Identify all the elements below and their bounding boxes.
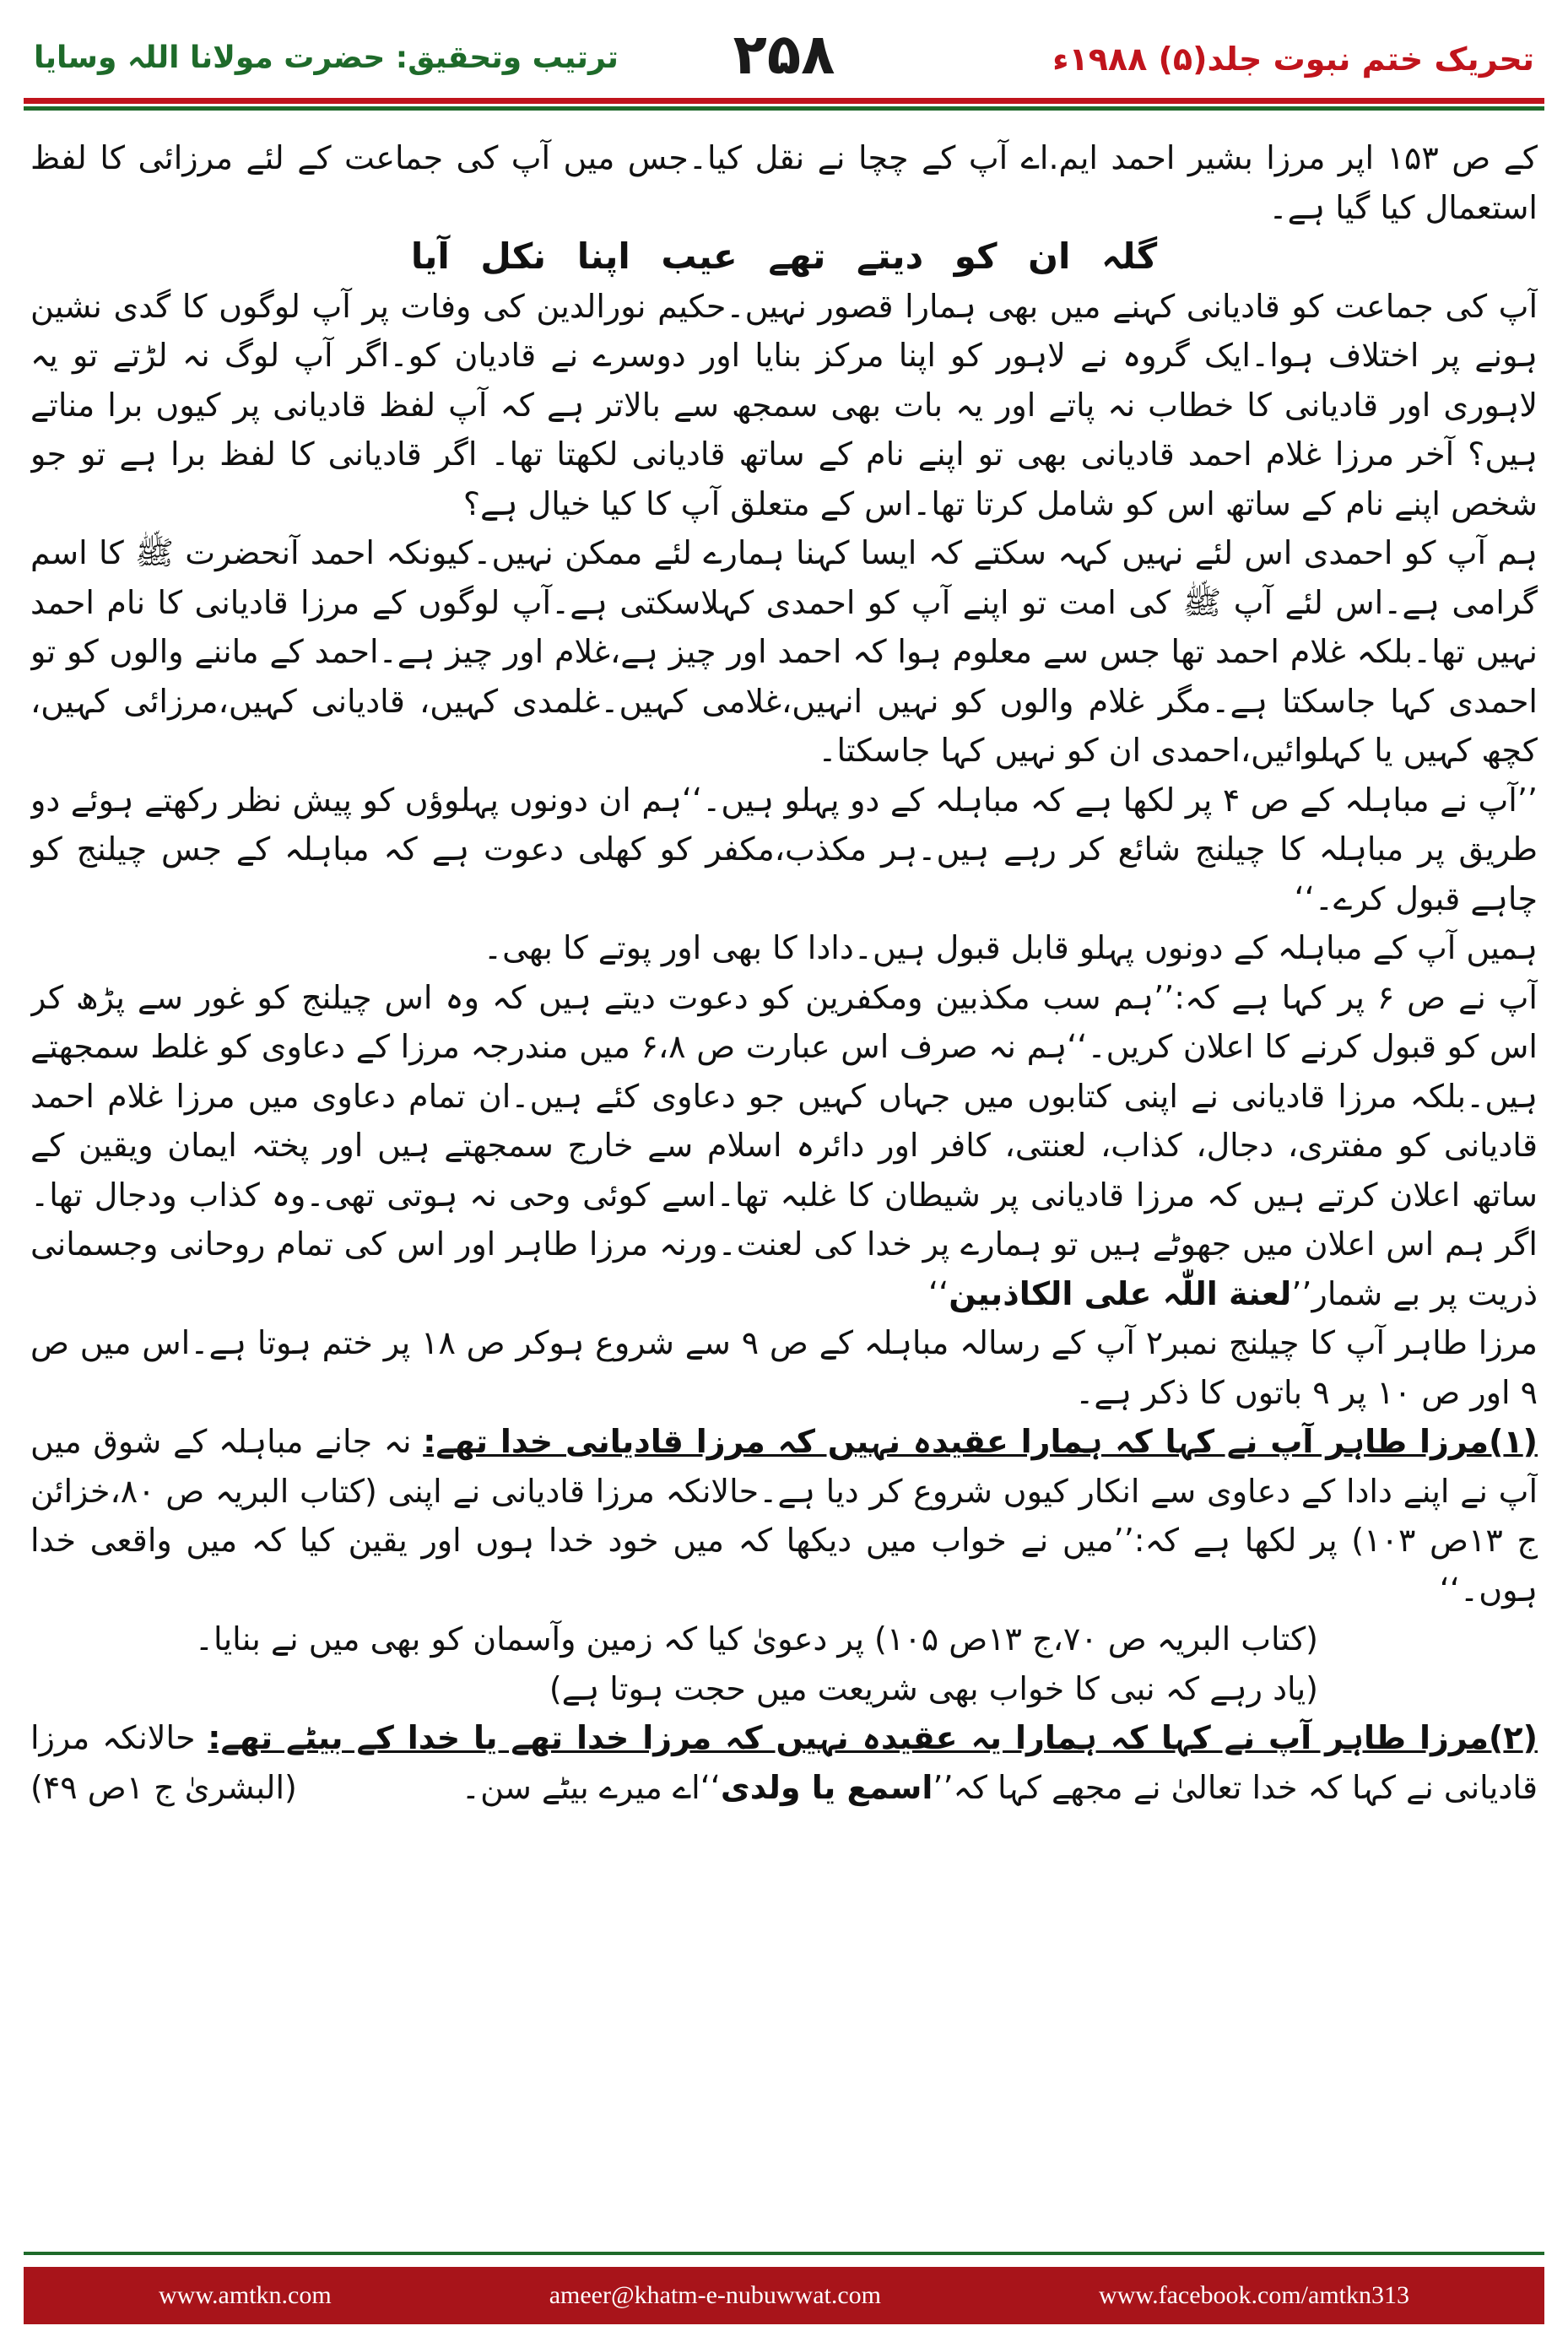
page-footer [24, 2267, 1544, 2324]
paragraph [30, 1417, 1538, 1615]
section-heading: (۱)مرزا طاہر آپ نے کہا کہ ہمارا عقیدہ نہیں کہ مرزا قادیانی خدا تھے: [423, 1423, 1538, 1460]
paragraph: ہمیں آپ کے مباہلہ کے دونوں پہلو قابل قبول ہیں۔دادا کا بھی اور پوتے کا بھی۔ [483, 929, 1538, 966]
facebook-link[interactable]: www.facebook.com/amtkn313 [1099, 2281, 1409, 2309]
verse: گلہ ان کو دیتے تھے عیب اپنا نکل آیا [410, 235, 1158, 277]
paragraph: ہم آپ کو احمدی اس لئے نہیں کہہ سکتے کہ ایسا کہنا ہمارے لئے ممکن نہیں۔کیونکہ احمد آنحضرت ﷺ کا اسم گرامی ہے۔اس لئے آپ ﷺ کی امت تو اپنے آپ کو احمدی کہلاسکتی ہے۔آپ لوگوں کے مرزا قادیانی کا نام احمد نہیں تھا۔بلکہ غلام احمد تھا جس سے معلوم ہوا کہ احمد اور چیز ہے،غلام اور چیز ہے۔احمد کے ماننے والوں کو تو احمدی کہا جاسکتا ہے۔مگر غلام والوں کو نہیں انہیں،غلامی کہیں۔غلمدی کہیں، قادیانی کہیں،مرزائی کہیں، کچھ کہیں یا کہلوائیں،احمدی ان کو نہیں کہا جاسکتا۔ [30, 534, 1538, 769]
book-title: تحریک ختم نبوت جلد(۵) ۱۹۸۸ء [1052, 41, 1534, 78]
paragraph-text: حالانکہ مرزا قادیانی نے کہا کہ خدا تعالیٰ نے مجھے کہا کہ’’ [30, 1719, 1538, 1806]
website-link[interactable]: www.amtkn.com [159, 2281, 332, 2309]
paragraph-text: ‘‘اے میرے بیٹے سن۔ [461, 1768, 721, 1806]
email-link[interactable]: ameer@khatm-e-nubuwwat.com [549, 2281, 882, 2309]
header-rule-red [24, 98, 1544, 104]
paragraph: مرزا طاہر آپ کا چیلنج نمبر۲ آپ کے رسالہ مباہلہ کے ص ۹ سے شروع ہوکر ص ۱۸ پر ختم ہوتا ہے۔اس میں ص ۹ اور ص ۱۰ پر ۹ باتوں کا ذکر ہے۔ [30, 1324, 1538, 1411]
citation: (البشریٰ ج ۱ص ۴۹) [30, 1768, 297, 1806]
paragraph [30, 1713, 1538, 1812]
header-rule-green [24, 106, 1544, 111]
reference-line: (یاد رہے کہ نبی کا خواب بھی شریعت میں حجت ہوتا ہے) [549, 1669, 1318, 1707]
arabic-phrase: لعنة اللّٰہ علی الکاذبین [949, 1274, 1292, 1312]
page-number: ۲۵۸ [733, 22, 835, 87]
page-header [0, 0, 1568, 110]
arabic-phrase: اسمع یا ولدی [720, 1768, 933, 1806]
quote-close: ‘‘ [928, 1274, 949, 1312]
paragraph: ’’آپ نے مباہلہ کے ص ۴ پر لکھا ہے کہ مباہلہ کے دو پہلو ہیں۔‘‘ہم ان دونوں پہلوؤں کو پیش نظر رکھتے ہوئے دو طریق پر مباہلہ کا چیلنج شائع کر رہے ہیں۔ہر مکذب،مکفر کو کھلی دعوت ہے کہ مباہلہ کے جس چیلنج کو چاہے قبول کرے۔‘‘ [30, 781, 1538, 917]
compiler-credit: ترتیب وتحقیق: حضرت مولانا اللہ وسایا [34, 41, 619, 75]
section-heading: (۲)مرزا طاہر آپ نے کہا کہ ہمارا یہ عقیدہ نہیں کہ مرزا خدا تھے یا خدا کے بیٹے تھے: [208, 1719, 1538, 1756]
paragraph-text: نہ جانے مباہلہ کے شوق میں آپ نے اپنے دادا کے دعاوی سے انکار کیوں شروع کر دیا ہے۔حالانکہ مرزا قادیانی نے اپنی (کتاب البریہ ص ۸۰،خزائن ج ۱۳ص ۱۰۳) پر لکھا ہے کہ:’’میں نے خواب میں دیکھا کہ میں خود خدا ہوں اور یقین کیا کہ میں واقعی خدا ہوں۔‘‘ [30, 1423, 1538, 1609]
footer-rule-green [24, 2252, 1544, 2255]
page-body [30, 133, 1538, 2226]
paragraph-text: آپ نے ص ۶ پر کہا ہے کہ:’’ہم سب مکذبین ومکفرین کو دعوت دیتے ہیں کہ وہ اس چیلنج کو غور سے پڑھ کر اس کو قبول کرنے کا اعلان کریں۔‘‘ہم نہ صرف اس عبارت ص ۶،۸ میں مندرجہ مرزا کے دعاوی کو غلط سمجھتے ہیں۔بلکہ مرزا قادیانی نے اپنی کتابوں میں جہاں کہیں جو دعاوی کئے ہیں۔ان تمام دعاوی میں مرزا غلام احمد قادیانی کو مفتری، دجال، کذاب، لعنتی، کافر اور دائرہ اسلام سے خارج سمجھتے ہیں اور پختہ ایمان ویقین کے ساتھ اعلان کرتے ہیں کہ مرزا قادیانی پر شیطان کا غلبہ تھا۔اسے کوئی وحی نہ ہوتی تھی۔وہ کذاب ودجال تھا۔ اگر ہم اس اعلان میں جھوٹے ہیں تو ہمارے پر خدا کی لعنت۔ورنہ مرزا طاہر اور اس کی تمام روحانی وجسمانی ذریت پر بے شمار’’ [30, 978, 1538, 1312]
reference-line: (کتاب البریہ ص ۷۰،ج ۱۳ص ۱۰۵) پر دعویٰ کیا کہ زمین وآسمان کو بھی میں نے بنایا۔ [194, 1620, 1318, 1658]
paragraph: کے ص ۱۵۳ اپر مرزا بشیر احمد ایم.اے آپ کے چچا نے نقل کیا۔جس میں آپ کی جماعت کے لئے مرزائی کا لفظ استعمال کیا گیا ہے۔ [30, 139, 1538, 226]
paragraph [30, 973, 1538, 1319]
paragraph: آپ کی جماعت کو قادیانی کہنے میں بھی ہمارا قصور نہیں۔حکیم نورالدین کی وفات پر آپ لوگوں کا گدی نشین ہونے پر اختلاف ہوا۔ایک گروہ نے لاہور کو اپنا مرکز بنایا اور دوسرے نے قادیان کو۔اگر آپ لوگ نہ لڑتے تو یہ لاہوری اور قادیانی کا خطاب نہ پاتے اور یہ بات بھی سمجھ سے بالاتر ہے کہ آپ لفظ قادیانی پر کیوں برا مناتے ہیں؟ آخر مرزا غلام احمد قادیانی بھی تو اپنے نام کے ساتھ قادیانی لکھتا تھا۔ اگر قادیانی کا لفظ برا ہے تو جو شخص اپنے نام کے ساتھ اس کو شامل کرتا تھا۔اس کے متعلق آپ کا کیا خیال ہے؟ [30, 287, 1538, 522]
